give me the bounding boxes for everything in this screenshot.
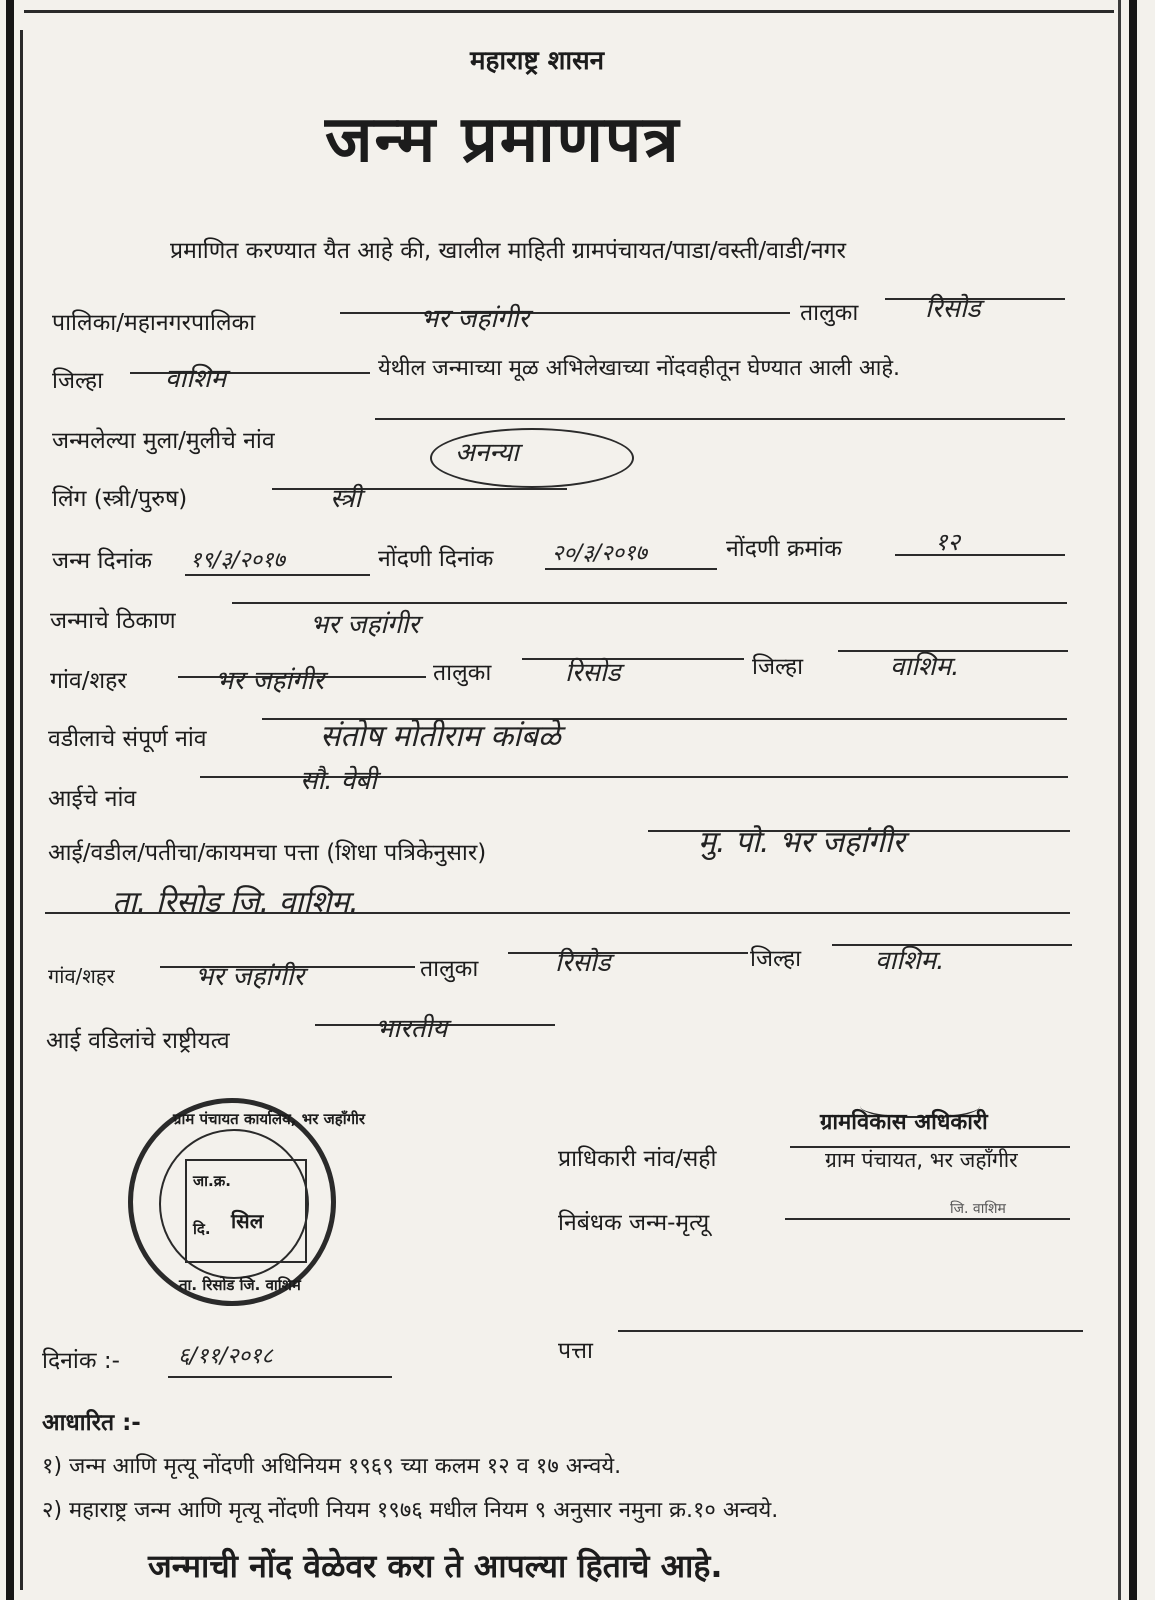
village-district-value: वाशिम. <box>890 652 960 682</box>
basis-item-2: २) महाराष्ट्र जन्म आणि मृत्यू नोंदणी नियम १९७६ मधील नियम ९ अनुसार नमुना क्र.१० अन्वये. <box>42 1498 779 1523</box>
district-value: वाशिम <box>165 364 227 394</box>
top-border <box>24 10 1114 13</box>
village-2-taluka-value: रिसोड <box>555 948 611 978</box>
seal-box-line-2: दि. <box>193 1220 211 1238</box>
dob-value: १९/३/२०१७ <box>190 548 285 573</box>
birth-place-value: भर जहांगीर <box>310 610 420 640</box>
seal-box <box>185 1159 307 1263</box>
village-taluka-line <box>522 658 744 660</box>
birth-place-line <box>232 602 1067 604</box>
village-2-district-value: वाशिम. <box>875 946 945 976</box>
gender-label: लिंग (स्त्री/पुरुष) <box>52 486 188 512</box>
intro-line: प्रमाणित करण्यात यैत आहे की, खालील माहिती ग्रामपंचायत/पाडा/वस्ती/वाडी/नगर <box>170 238 847 264</box>
certificate-title: जन्म प्रमाणपत्र <box>325 103 681 177</box>
nationality-value: भारतीय <box>375 1014 448 1044</box>
left-border <box>6 0 14 1600</box>
date-label: दिनांक :- <box>42 1348 120 1374</box>
child-name-label: जन्मलेल्या मुला/मुलीचे नांव <box>52 428 275 454</box>
registrar-label: निबंधक जन्म-मृत्यू <box>558 1210 710 1236</box>
birth-place-label: जन्माचे ठिकाण <box>50 608 176 634</box>
intro-line-rest: येथील जन्माच्या मूळ अभिलेखाच्या नोंदवहीतून घेण्यात आली आहे. <box>378 356 901 381</box>
village-label: गांव/शहर <box>50 668 127 694</box>
left-inner-border <box>20 30 23 1590</box>
address-field-line <box>618 1330 1083 1332</box>
basis-item-1: १) जन्म आणि मृत्यू नोंदणी अधिनियम १९६९ च्या कलम १२ व १७ अन्वये. <box>42 1454 622 1479</box>
right-border <box>1129 0 1137 1600</box>
reg-date-label: नोंदणी दिनांक <box>378 546 494 572</box>
taluka-value: रिसोड <box>925 294 981 324</box>
taluka-label: तालुका <box>800 300 859 326</box>
government-heading: महाराष्ट्र शासन <box>470 46 605 76</box>
seal-box-line-1: जा.क्र. <box>193 1172 231 1190</box>
registrar-line <box>785 1218 1070 1220</box>
seal-outer-text: ग्राम पंचायत कार्यालय, भर जहाँगीर <box>173 1110 366 1128</box>
official-seal <box>128 1098 366 1306</box>
seal-box-seal: सिल <box>231 1209 264 1233</box>
address-label: आई/वडील/पतीचा/कायमचा पत्ता (शिधा पत्रिकेनुसार) <box>48 840 487 866</box>
reg-date-value: २०/३/२०१७ <box>552 541 647 566</box>
officer-office: ग्राम पंचायत, भर जहाँगीर <box>825 1148 1018 1172</box>
reg-date-line <box>545 568 717 570</box>
village-2-taluka-line <box>508 952 748 954</box>
address-field-label: पत्ता <box>558 1338 593 1364</box>
mother-name-label: आईचे नांव <box>48 786 137 812</box>
date-value: ६/११/२०१८ <box>178 1344 273 1369</box>
dob-label: जन्म दिनांक <box>52 548 153 574</box>
municipality-label: पालिका/महानगरपालिका <box>52 310 256 336</box>
village-2-district-label: जिल्हा <box>750 946 802 972</box>
gender-value: स्त्री <box>330 484 362 514</box>
reg-no-line <box>895 554 1065 556</box>
mother-name-value: सौ. वेबी <box>300 766 377 796</box>
reg-no-value: १२ <box>935 528 960 556</box>
father-name-value: संतोष मोतीराम कांबळे <box>320 719 561 754</box>
authority-name-sign-label: प्राधिकारी नांव/सही <box>558 1146 717 1172</box>
seal-bottom-text: ता. रिसोड जि. वाशिम <box>179 1276 301 1294</box>
footer-slogan: जन्माची नोंद वेळेवर करा ते आपल्या हिताचे आहे. <box>148 1547 723 1585</box>
right-inner-border <box>1118 0 1121 1600</box>
village-district-label: जिल्हा <box>752 654 804 680</box>
officer-title: ग्रामविकास अधिकारी <box>820 1110 988 1135</box>
address-value-2: ता. रिसोड जि. वाशिम. <box>112 885 359 920</box>
municipality-line <box>340 312 790 314</box>
address-value-1: मु. पो. भर जहांगीर <box>698 825 905 860</box>
basis-heading: आधारित :- <box>42 1410 141 1436</box>
nationality-label: आई वडिलांचे राष्ट्रीयत्व <box>46 1028 230 1054</box>
village-value: भर जहांगीर <box>215 666 325 696</box>
date-line <box>168 1376 392 1378</box>
village-2-district-line <box>832 944 1072 946</box>
gender-line <box>272 488 567 490</box>
village-2-label: गांव/शहर <box>48 964 115 988</box>
dob-line <box>185 574 370 576</box>
village-taluka-value: रिसोड <box>565 658 621 688</box>
village-taluka-label: तालुका <box>433 660 492 686</box>
district-label: जिल्हा <box>52 368 104 394</box>
municipality-value: भर जहांगीर <box>420 304 530 334</box>
father-name-label: वडीलाचे संपूर्ण नांव <box>48 726 207 752</box>
village-2-taluka-label: तालुका <box>420 956 479 982</box>
reg-no-label: नोंदणी क्रमांक <box>726 536 842 562</box>
officer-district: जि. वाशिम <box>950 1201 1006 1217</box>
child-name-line <box>375 418 1065 420</box>
child-name-value: अनन्या <box>455 438 519 468</box>
village-2-value: भर जहांगीर <box>195 962 305 992</box>
